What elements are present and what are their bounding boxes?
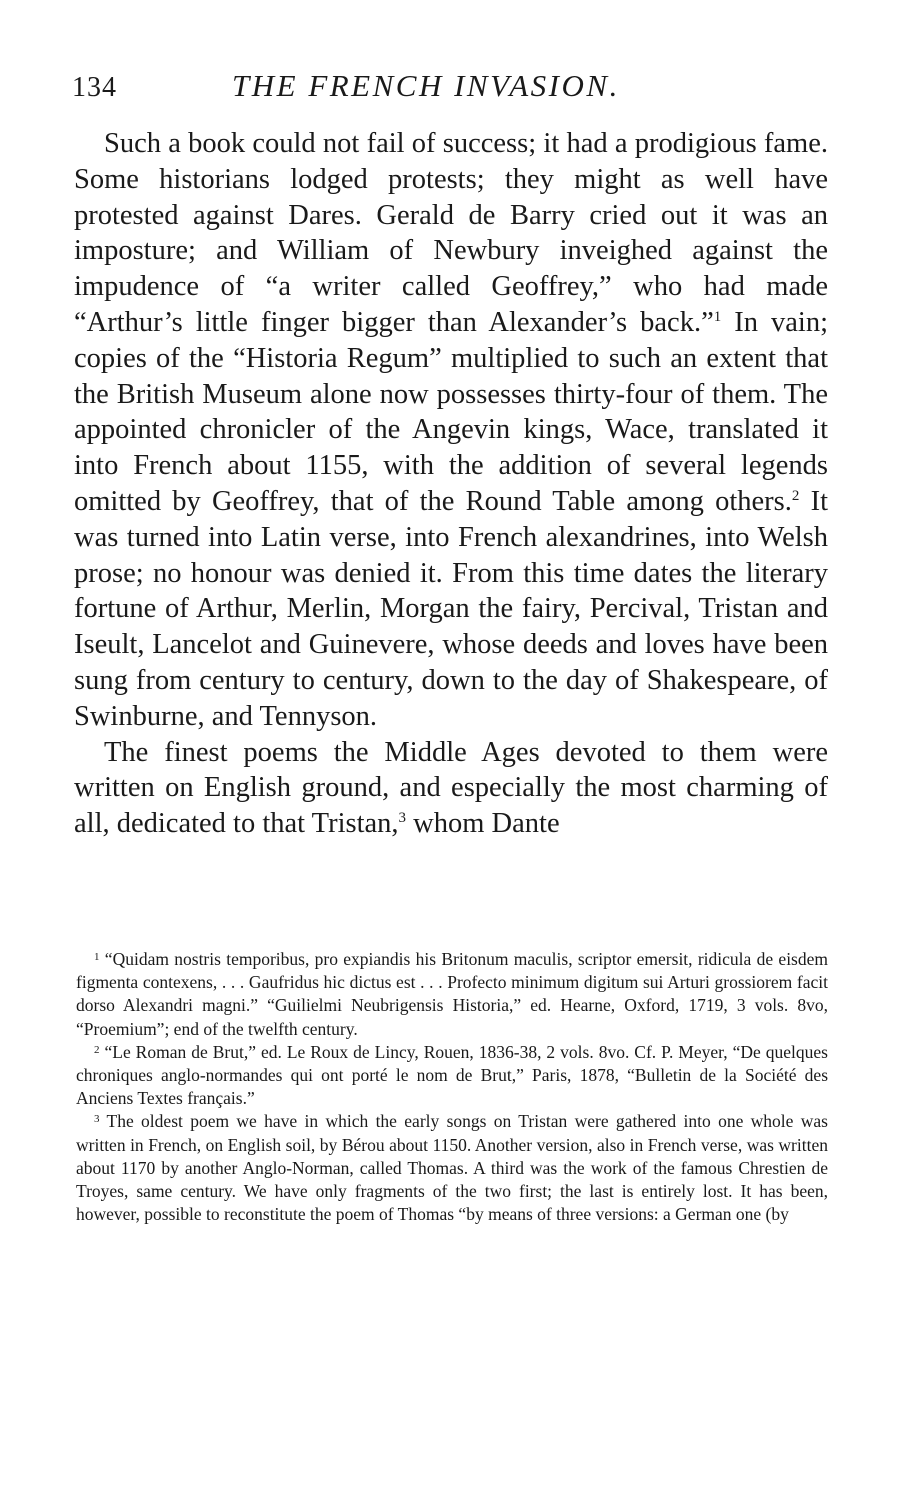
footnote — [76, 1041, 828, 1111]
page-header — [72, 62, 832, 106]
footnote-text: The oldest poem we have in which the early songs on Tristan were gathered into one whole was written in French, on English soil, by Bérou about 1150. Another version, also in French verse, was written about 1170 by another Anglo-Norman, called Thomas. A third was the work of the famous Chrestien de Troyes, same century. We have only fragments of the two first; the last is entirely lost. It has been, however, possible to reconstitute the poem of Thomas “by means of three versions: a German one (by — [76, 1111, 828, 1225]
footnote-text: “Quidam nostris temporibus, pro expiandis his Britonum maculis, scriptor emersit, ridicula de eisdem figmenta contexens, . . . Gaufridus hic dictus est . . . Profecto minimum digitum sui Arturi grossiorem facit dorso Alexandri magni.” “Guilielmi Neubrigensis Historia,” ed. Hearne, Oxford, 1719, 3 vols. 8vo, “Proemium”; end of the twelfth century. — [76, 949, 828, 1039]
paragraph-text: It was turned into Latin verse, into French alexandrines, into Welsh prose; no honour was denied it. From this time dates the literary fortune of Arthur, Merlin, Morgan the fairy, Percival, Tristan and Iseult, Lancelot and Guinevere, whose deeds and loves have been sung from century to century, down to the day of Shakespeare, of Swinburne, and Tennyson. — [74, 485, 828, 732]
page-number: 134 — [72, 72, 117, 103]
footnote-ref: 1 — [713, 308, 722, 325]
running-title: THE FRENCH INVASION. — [232, 68, 620, 103]
paragraph — [74, 735, 828, 842]
footnote-ref: 3 — [398, 810, 407, 827]
paragraph-text: whom Dante — [406, 808, 560, 840]
footnote-marker: 3 — [94, 1113, 100, 1126]
footnote — [76, 1110, 828, 1226]
footnote-ref: 2 — [791, 487, 800, 504]
footnote-marker: 2 — [94, 1043, 100, 1056]
footnote — [76, 948, 828, 1041]
paragraph — [74, 126, 828, 735]
footnote-marker: 1 — [94, 951, 100, 963]
main-text — [74, 126, 828, 842]
paragraph-text: In vain; copies of the “Historia Regum” multiplied to such an extent that the British Museum alone now possesses thirty-four of them. The appointed chronicler of the Angevin kings, Wace, translated it into French about 1155, with the addition of several legends omitted by Geoffrey, that of the Round Table among others. — [74, 306, 828, 517]
footnote-text: “Le Roman de Brut,” ed. Le Roux de Lincy, Rouen, 1836-38, 2 vols. 8vo. Cf. P. Meyer, “De quelques chroniques anglo-normandes qui ont porté le nom de Brut,” Paris, 1878, “Bulletin de la Société des Anciens Textes français.” — [76, 1041, 828, 1109]
paragraph-text: Such a book could not fail of success; it had a prodigious fame. Some historians lodged protests; they might as well have protested against Dares. Gerald de Barry cried out it was an imposture; and William of Newbury inveighed against the impudence of “a writer called Geoffrey,” who had made “Arthur’s little finger bigger than Alexander’s back.” — [74, 128, 828, 338]
paragraph-text: The finest poems the Middle Ages devoted to them were written on English ground, and especially the most charming of all, dedicated to that Tristan, — [74, 736, 828, 840]
footnotes — [76, 948, 828, 1226]
